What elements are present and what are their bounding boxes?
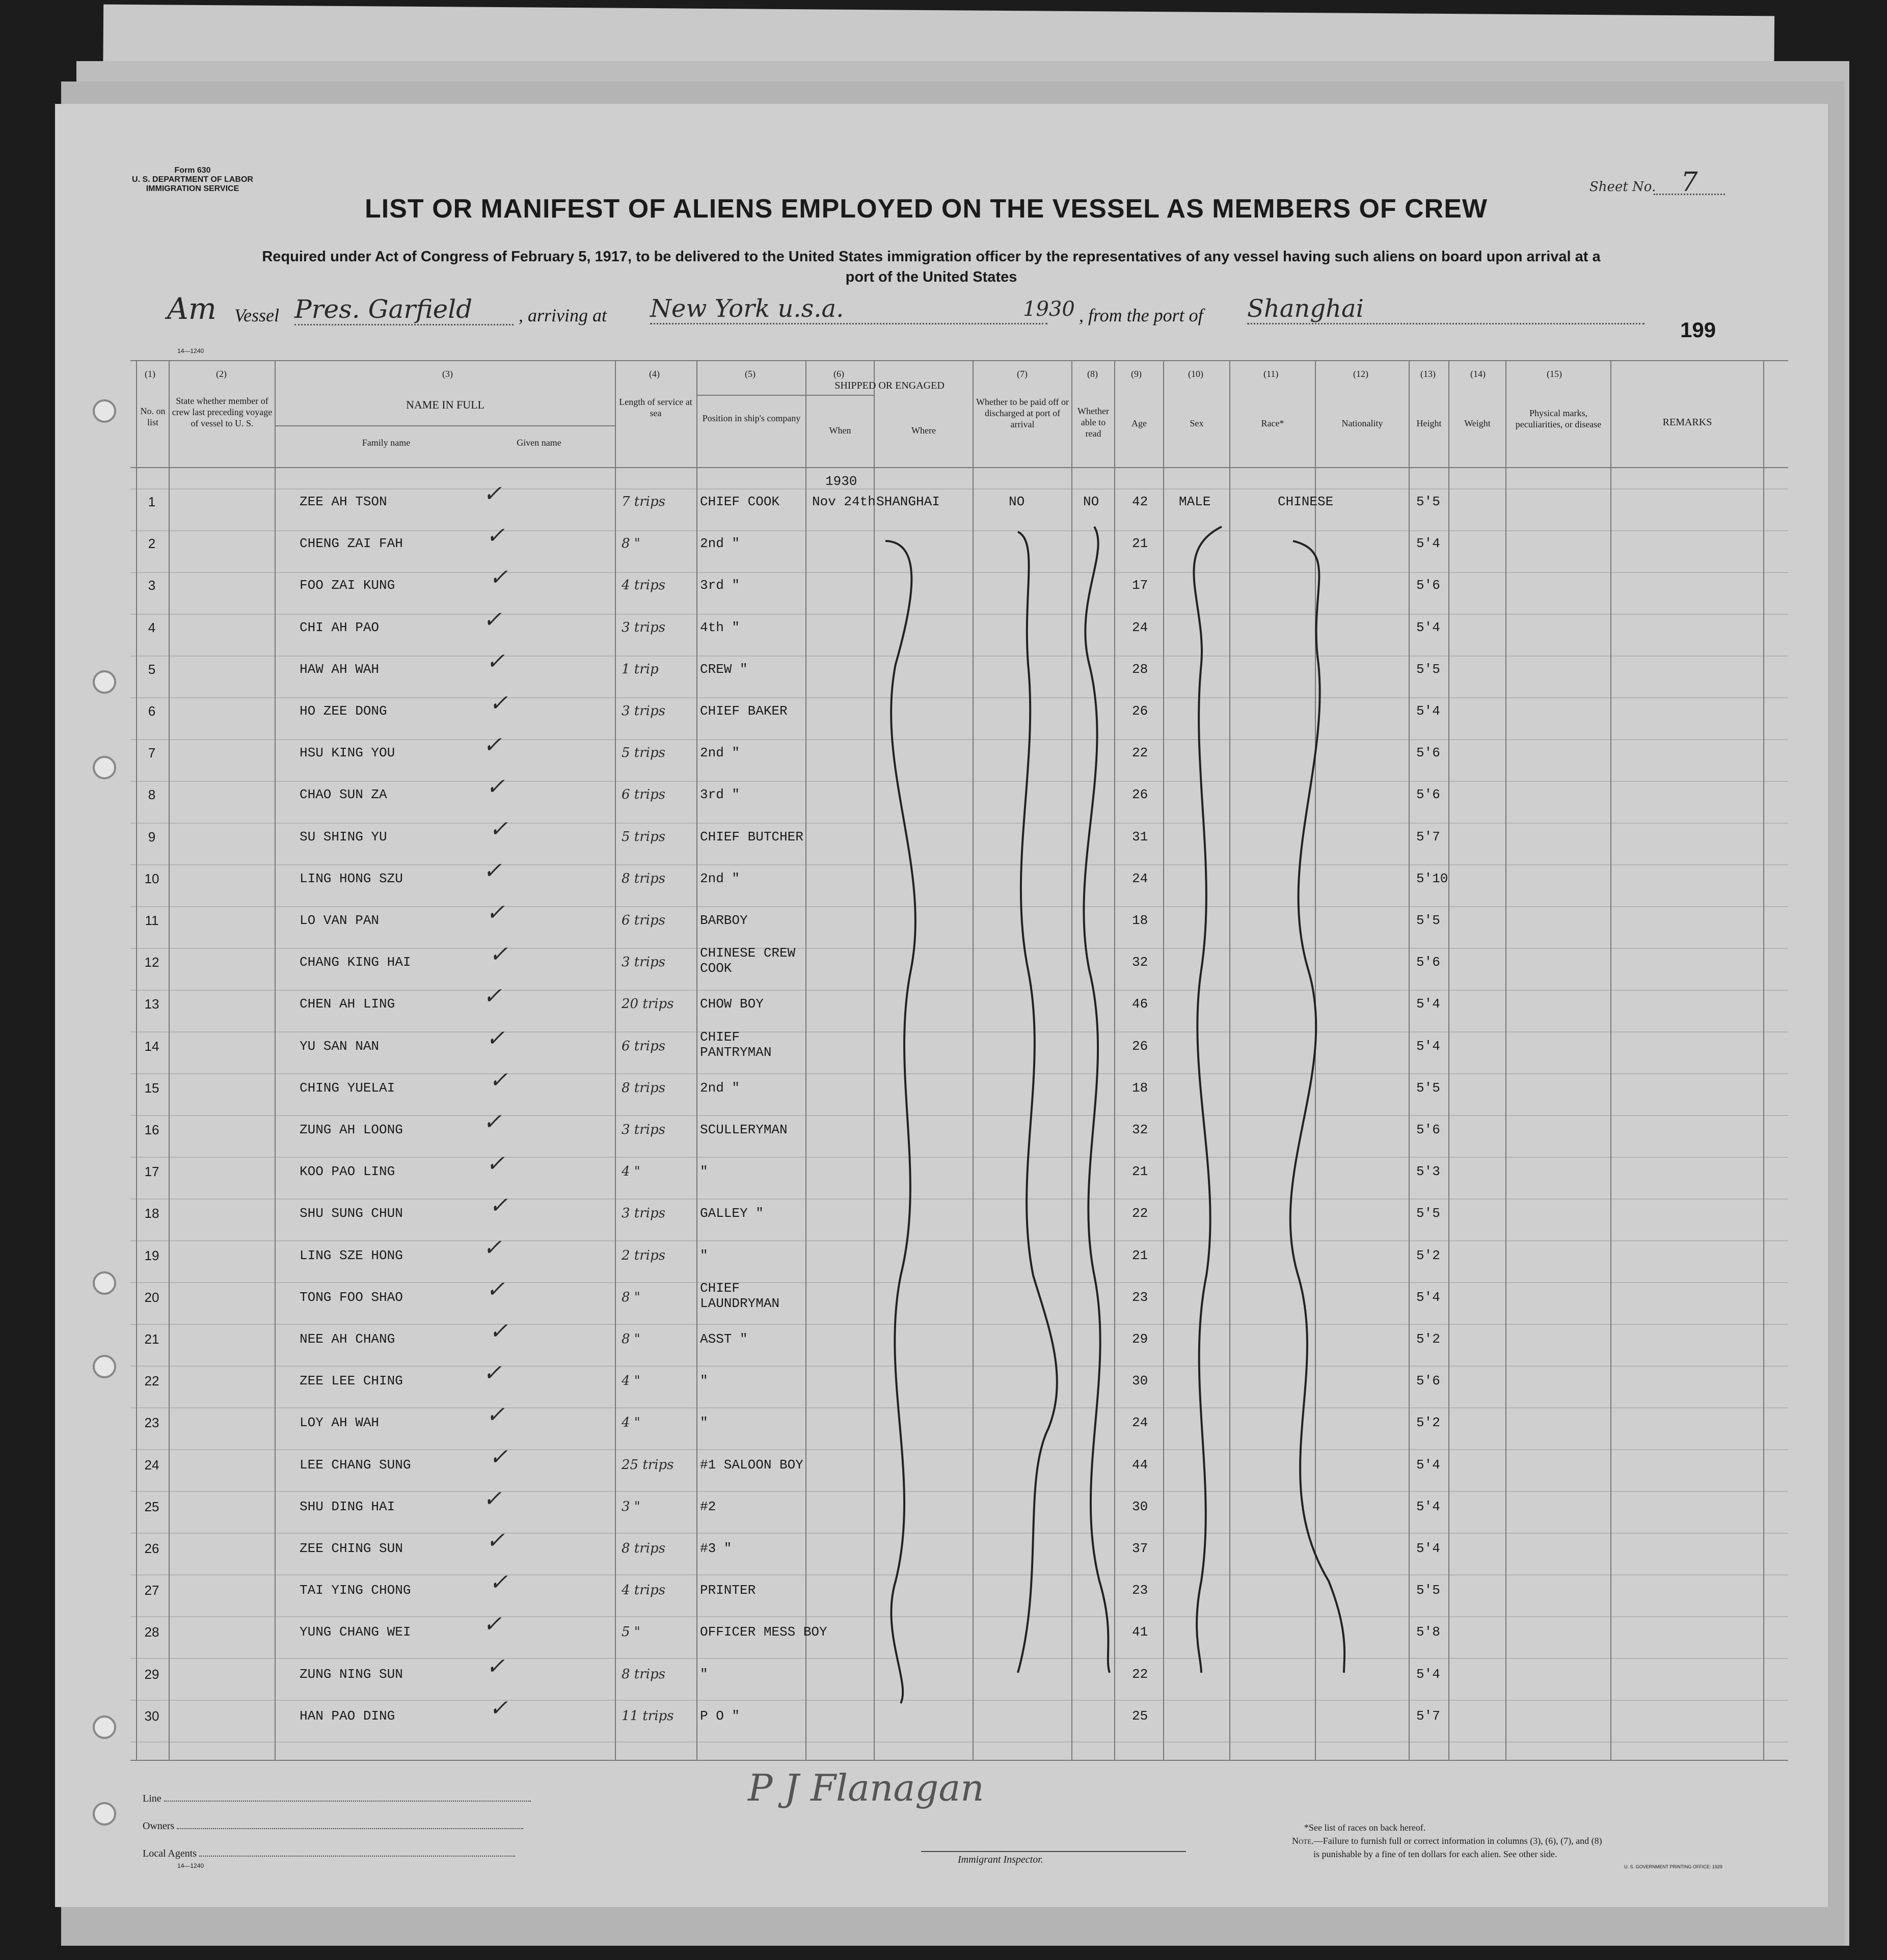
age-cell: 23 (1132, 1290, 1148, 1305)
service-length-cell: 8 trips (622, 1541, 665, 1556)
year: 1930 (1023, 297, 1075, 321)
column-number: (2) (216, 369, 227, 379)
position-cell: SCULLERYMAN (700, 1122, 788, 1137)
service-length-cell: 8 trips (622, 1667, 665, 1682)
position-cell: " (700, 1164, 708, 1179)
service-length-cell: 3 " (622, 1499, 640, 1514)
height-cell: 5'4 (1416, 1499, 1440, 1514)
family-name-cell: ZEE LEE CHING (300, 1373, 403, 1389)
footer-owners-field (143, 1820, 601, 1832)
paid-off-value: NO (1009, 494, 1025, 509)
service-length-cell: 25 trips (622, 1457, 674, 1473)
column-number: (4) (649, 369, 660, 379)
check-mark-icon: ✓ (489, 1444, 508, 1470)
age-cell: 21 (1132, 1164, 1148, 1179)
family-name-cell: HAW AH WAH (300, 662, 380, 677)
age-cell: 22 (1132, 745, 1148, 760)
column-number: (13) (1420, 369, 1436, 379)
page-number: 199 (1680, 318, 1716, 342)
column-number: (5) (745, 369, 756, 379)
family-name-cell: ZEE AH TSON (300, 494, 387, 509)
service-length-cell: 3 trips (622, 955, 665, 970)
position-cell: CHIEF LAUNDRYMAN (700, 1281, 780, 1311)
position-cell: CHIEF COOK (700, 494, 780, 509)
family-name-cell: LOY AH WAH (300, 1415, 380, 1430)
check-mark-icon: ✓ (486, 1276, 505, 1302)
service-length-cell: 6 trips (622, 913, 665, 928)
row-number: 23 (144, 1415, 159, 1430)
family-name-cell: HAN PAO DING (300, 1708, 395, 1724)
manifest-sheet (55, 104, 1828, 1907)
header-name-in-full: NAME IN FULL (406, 398, 484, 411)
row-number: 9 (148, 829, 156, 845)
height-cell: 5'6 (1416, 955, 1440, 970)
vessel-prefix: Am (167, 291, 217, 326)
row-number: 11 (145, 913, 159, 928)
service-length-cell: 11 trips (622, 1708, 674, 1724)
service-length-cell: 1 trip (622, 662, 659, 677)
row-number: 7 (148, 745, 156, 760)
row-number: 20 (144, 1290, 159, 1305)
check-mark-icon: ✓ (483, 1109, 502, 1135)
service-length-cell: 8 trips (622, 871, 665, 886)
check-mark-icon: ✓ (486, 648, 505, 674)
check-mark-icon: ✓ (483, 858, 502, 884)
column-number: (10) (1188, 369, 1203, 379)
age-cell: 25 (1132, 1708, 1148, 1724)
row-number: 13 (144, 996, 159, 1012)
height-cell: 5'4 (1416, 536, 1440, 551)
position-cell: ASST " (700, 1331, 748, 1347)
height-cell: 5'6 (1416, 1373, 1440, 1389)
height-cell: 5'2 (1416, 1248, 1440, 1263)
header-given-name: Given name (517, 438, 561, 448)
printing-office: U. S. GOVERNMENT PRINTING OFFICE: 1929 (1624, 1864, 1722, 1869)
row-number: 14 (144, 1039, 159, 1054)
position-cell: 3rd " (700, 787, 740, 802)
service-length-cell: 3 trips (622, 703, 665, 719)
column-number: (12) (1353, 369, 1368, 379)
check-mark-icon: ✓ (486, 1151, 505, 1177)
age-cell: 32 (1132, 955, 1148, 970)
position-cell: GALLEY " (700, 1206, 764, 1221)
position-cell: " (700, 1415, 708, 1430)
arriving-at: New York u.s.a. (650, 294, 1047, 324)
row-number: 8 (148, 787, 156, 802)
shipped-year: 1930 (825, 474, 857, 489)
height-cell: 5'10 (1416, 871, 1448, 886)
row-number: 17 (144, 1164, 159, 1179)
header-where: Where (911, 425, 936, 435)
age-cell: 30 (1132, 1499, 1148, 1514)
family-name-cell: YUNG CHANG WEI (300, 1624, 411, 1640)
check-mark-icon: ✓ (486, 1653, 505, 1679)
height-cell: 5'4 (1416, 996, 1440, 1012)
row-number: 27 (144, 1583, 159, 1598)
form-code-top: 14—1240 (177, 347, 204, 355)
races-note: *See list of races on back hereof. (1304, 1822, 1426, 1833)
column-number: (9) (1131, 369, 1142, 379)
height-cell: 5'4 (1416, 1457, 1440, 1473)
service-length-cell: 3 trips (622, 1206, 665, 1221)
service-length-cell: 3 trips (622, 1122, 665, 1137)
height-cell: 5'6 (1416, 578, 1440, 593)
age-cell: 23 (1132, 1583, 1148, 1598)
family-name-cell: FOO ZAI KUNG (300, 578, 395, 593)
height-cell: 5'4 (1416, 1667, 1440, 1682)
age-cell: 31 (1132, 829, 1148, 845)
row-number: 28 (144, 1624, 159, 1640)
column-number: (11) (1263, 369, 1279, 379)
position-cell: " (700, 1373, 708, 1389)
row-number: 19 (144, 1248, 159, 1263)
footer-agents-label: Local Agents (143, 1848, 197, 1859)
check-mark-icon: ✓ (483, 983, 502, 1009)
height-cell: 5'5 (1416, 1206, 1440, 1221)
family-name-cell: LO VAN PAN (300, 913, 380, 928)
header-paid-off: Whether to be paid off or discharged at port of arrival (976, 397, 1069, 429)
service-length-cell: 6 trips (622, 1039, 665, 1054)
row-number: 25 (144, 1499, 159, 1514)
note-label: Note. (1292, 1836, 1314, 1846)
family-name-cell: HO ZEE DONG (300, 703, 387, 719)
position-cell: #2 (700, 1499, 716, 1514)
row-number: 10 (144, 871, 159, 886)
row-number: 26 (144, 1541, 159, 1556)
position-cell: OFFICER MESS BOY (700, 1624, 827, 1640)
subtitle-line-1: Required under Act of Congress of February 5, 1917, to be delivered to the United States immigration officer by the representatives of any vessel having such aliens on board upon arrival at a (262, 249, 1601, 265)
check-mark-icon: ✓ (489, 690, 508, 716)
header-race: Race* (1261, 418, 1284, 428)
position-cell: CHOW BOY (700, 996, 764, 1012)
family-name-cell: HSU KING YOU (300, 745, 395, 760)
check-mark-icon: ✓ (489, 1192, 508, 1218)
header-weight: Weight (1464, 418, 1491, 428)
height-cell: 5'2 (1416, 1415, 1440, 1430)
shipped-when: Nov 24th (812, 494, 876, 509)
position-cell: BARBOY (700, 913, 748, 928)
row-number: 24 (144, 1457, 159, 1473)
position-cell: 3rd " (700, 578, 740, 593)
family-name-cell: CHAO SUN ZA (300, 787, 387, 802)
height-cell: 5'8 (1416, 1624, 1440, 1640)
header-remarks: REMARKS (1662, 417, 1712, 428)
family-name-cell: SU SHING YU (300, 829, 387, 845)
check-mark-icon: ✓ (483, 481, 502, 507)
check-mark-icon: ✓ (483, 607, 502, 633)
check-mark-icon: ✓ (486, 900, 505, 925)
family-name-cell: ZEE CHING SUN (300, 1541, 403, 1556)
check-mark-icon: ✓ (483, 1235, 502, 1261)
column-number: (1) (145, 369, 155, 379)
service-length-cell: 2 trips (622, 1248, 665, 1263)
age-cell: 24 (1132, 871, 1148, 886)
age-cell: 18 (1132, 913, 1148, 928)
check-mark-icon: ✓ (486, 1402, 505, 1428)
column-number: (8) (1087, 369, 1098, 379)
position-cell: 2nd " (700, 1080, 740, 1096)
row-number: 5 (148, 662, 156, 677)
header-sex: Sex (1190, 418, 1204, 428)
family-name-cell: TAI YING CHONG (300, 1583, 411, 1598)
check-mark-icon: ✓ (489, 564, 508, 590)
family-name-cell: ZUNG AH LOONG (300, 1122, 403, 1137)
family-name-cell: TONG FOO SHAO (300, 1290, 403, 1305)
position-cell: CHINESE CREW COOK (700, 945, 796, 976)
service-length-cell: 8 " (622, 1331, 640, 1347)
service-length-cell: 5 trips (622, 745, 665, 760)
service-length-cell: 8 " (622, 1290, 640, 1305)
race-value: CHINESE (1278, 494, 1334, 509)
position-cell: CHIEF BUTCHER (700, 829, 803, 845)
header-physical-marks: Physical marks, peculiarities, or disease (1515, 408, 1602, 429)
age-cell: 17 (1132, 578, 1148, 593)
family-name-cell: CHENG ZAI FAH (300, 536, 403, 551)
position-cell: #1 SALOON BOY (700, 1457, 803, 1473)
family-name-cell: YU SAN NAN (300, 1039, 380, 1054)
family-name-cell: CHING YUELAI (300, 1080, 395, 1096)
row-number: 22 (144, 1373, 159, 1389)
header-position: Position in ship's company (702, 413, 801, 423)
service-length-cell: 4 trips (622, 578, 665, 593)
header-nationality: Nationality (1341, 418, 1383, 428)
height-cell: 5'5 (1416, 662, 1440, 677)
family-name-cell: SHU SUNG CHUN (300, 1206, 403, 1221)
height-cell: 5'6 (1416, 787, 1440, 802)
age-cell: 22 (1132, 1206, 1148, 1221)
service-name: IMMIGRATION SERVICE (146, 184, 239, 193)
check-mark-icon: ✓ (483, 732, 502, 758)
row-number: 15 (144, 1080, 159, 1096)
row-number: 1 (148, 494, 156, 509)
service-length-cell: 5 trips (622, 829, 665, 845)
age-cell: 30 (1132, 1373, 1148, 1389)
position-cell: " (700, 1667, 708, 1682)
height-cell: 5'4 (1416, 620, 1440, 635)
age-cell: 26 (1132, 1039, 1148, 1054)
check-mark-icon: ✓ (483, 1611, 502, 1637)
family-name-cell: LING SZE HONG (300, 1248, 403, 1263)
row-number: 3 (148, 578, 156, 593)
subtitle-line-2: port of the United States (845, 269, 1017, 285)
check-mark-icon: ✓ (489, 1695, 508, 1721)
age-cell: 42 (1132, 494, 1148, 509)
vessel-label: Vessel (234, 305, 279, 325)
inspector-signature: P J Flanagan (748, 1766, 984, 1809)
check-mark-icon: ✓ (489, 1067, 508, 1093)
page-title: LIST OR MANIFEST OF ALIENS EMPLOYED ON THE VESSEL AS MEMBERS OF CREW (365, 194, 1488, 224)
position-cell: 2nd " (700, 745, 740, 760)
height-cell: 5'2 (1416, 1331, 1440, 1347)
inspector-label: Immigrant Inspector. (958, 1854, 1043, 1865)
service-length-cell: 8 trips (622, 1080, 665, 1096)
column-number: (7) (1017, 369, 1028, 379)
age-cell: 28 (1132, 662, 1148, 677)
service-length-cell: 8 " (622, 536, 640, 551)
form-number: Form 630 (174, 166, 211, 175)
height-cell: 5'7 (1416, 829, 1440, 845)
position-cell: CHIEF BAKER (700, 703, 788, 719)
height-cell: 5'5 (1416, 1080, 1440, 1096)
check-mark-icon: ✓ (489, 1569, 508, 1595)
family-name-cell: ZUNG NING SUN (300, 1667, 403, 1682)
column-number: (14) (1470, 369, 1486, 379)
age-cell: 32 (1132, 1122, 1148, 1137)
sheet-number-label: Sheet No. (1589, 179, 1656, 195)
family-name-cell: SHU DING HAI (300, 1499, 395, 1514)
family-name-cell: CHI AH PAO (300, 620, 380, 635)
family-name-cell: CHANG KING HAI (300, 955, 411, 970)
form-code-bottom: 14—1240 (177, 1862, 204, 1869)
family-name-cell: CHEN AH LING (300, 996, 395, 1012)
service-length-cell: 4 " (622, 1415, 640, 1430)
height-cell: 5'6 (1416, 1122, 1440, 1137)
header-family-name: Family name (362, 438, 411, 448)
check-mark-icon: ✓ (489, 1318, 508, 1344)
row-number: 12 (144, 955, 159, 970)
age-cell: 24 (1132, 1415, 1148, 1430)
header-age: Age (1131, 418, 1147, 428)
height-cell: 5'3 (1416, 1164, 1440, 1179)
service-length-cell: 4 " (622, 1373, 640, 1389)
family-name-cell: LEE CHANG SUNG (300, 1457, 411, 1473)
height-cell: 5'4 (1416, 1039, 1440, 1054)
service-length-cell: 3 trips (622, 620, 665, 635)
department-name: U. S. DEPARTMENT OF LABOR (132, 175, 253, 184)
column-number: (15) (1547, 369, 1562, 379)
column-number: (3) (442, 369, 453, 379)
row-number: 2 (148, 536, 156, 551)
height-cell: 5'6 (1416, 745, 1440, 760)
row-number: 6 (148, 703, 156, 719)
family-name-cell: LING HONG SZU (300, 871, 403, 886)
check-mark-icon: ✓ (486, 774, 505, 800)
footer-owners-label: Owners (143, 1820, 175, 1832)
row-number: 30 (144, 1708, 159, 1724)
header-when: When (829, 425, 851, 435)
height-cell: 5'5 (1416, 913, 1440, 928)
inspector-signature-line (921, 1851, 1186, 1852)
row-number: 18 (144, 1206, 159, 1221)
penalty-note (1292, 1836, 1602, 1846)
check-mark-icon: ✓ (489, 941, 508, 967)
age-cell: 46 (1132, 996, 1148, 1012)
note-text: —Failure to furnish full or correct information in columns (3), (6), (7), and (8) (1313, 1836, 1602, 1846)
check-mark-icon: ✓ (486, 1025, 505, 1051)
age-cell: 24 (1132, 620, 1148, 635)
position-cell: P O " (700, 1708, 740, 1724)
header-state-whether: State whether member of crew last preceding voyage of vessel to U. S. (172, 396, 273, 428)
age-cell: 44 (1132, 1457, 1148, 1473)
column-number: (6) (833, 369, 844, 379)
age-cell: 26 (1132, 787, 1148, 802)
arriving-label: , arriving at (519, 305, 607, 325)
service-length-cell: 5 " (622, 1624, 640, 1640)
height-cell: 5'5 (1416, 1583, 1440, 1598)
age-cell: 26 (1132, 703, 1148, 719)
header-able-to-read: Whether able to read (1077, 406, 1109, 439)
service-length-cell: 6 trips (622, 787, 665, 802)
age-cell: 21 (1132, 536, 1148, 551)
vessel-name: Pres. Garfield (294, 294, 514, 325)
footer-agents-field (143, 1848, 601, 1860)
age-cell: 18 (1132, 1080, 1148, 1096)
header-length-of-service: Length of service at sea (619, 397, 692, 418)
service-length-cell: 4 " (622, 1164, 640, 1179)
from-port: Shanghai (1247, 294, 1645, 324)
service-length-cell: 4 trips (622, 1583, 665, 1598)
age-cell: 29 (1132, 1331, 1148, 1347)
position-cell: " (700, 1248, 708, 1263)
family-name-cell: NEE AH CHANG (300, 1331, 395, 1347)
check-mark-icon: ✓ (483, 1486, 502, 1512)
header-no-on-list: No. on list (140, 406, 166, 427)
position-cell: 4th " (700, 620, 740, 635)
footer-line-field (143, 1793, 601, 1805)
age-cell: 37 (1132, 1541, 1148, 1556)
position-cell: #3 " (700, 1541, 732, 1556)
sex-value: MALE (1179, 494, 1211, 509)
check-mark-icon: ✓ (486, 1528, 505, 1554)
height-cell: 5'4 (1416, 1541, 1440, 1556)
header-height: Height (1416, 418, 1442, 428)
position-cell: 2nd " (700, 536, 740, 551)
age-cell: 22 (1132, 1667, 1148, 1682)
service-length-cell: 20 trips (622, 996, 674, 1012)
row-number: 21 (144, 1331, 159, 1347)
shipped-where: SHANGHAI (876, 494, 940, 509)
able-to-read-value: NO (1083, 494, 1099, 509)
age-cell: 21 (1132, 1248, 1148, 1263)
height-cell: 5'5 (1416, 494, 1440, 509)
position-cell: CHIEF PANTRYMAN (700, 1029, 772, 1060)
family-name-cell: KOO PAO LING (300, 1164, 395, 1179)
row-number: 16 (144, 1122, 159, 1137)
penalty-note-2: is punishable by a fine of ten dollars for each alien. See other side. (1313, 1849, 1557, 1859)
check-mark-icon: ✓ (486, 523, 505, 549)
check-mark-icon: ✓ (489, 816, 508, 842)
row-number: 4 (148, 620, 156, 635)
footer-line-label: Line (143, 1793, 161, 1804)
sheet-number: 7 (1654, 171, 1725, 195)
from-port-label: , from the port of (1079, 305, 1203, 325)
height-cell: 5'4 (1416, 1290, 1440, 1305)
header-shipped-or-engaged: SHIPPED OR ENGAGED (834, 380, 945, 391)
service-length-cell: 7 trips (622, 494, 665, 509)
row-number: 29 (144, 1667, 159, 1682)
position-cell: CREW " (700, 662, 748, 677)
height-cell: 5'4 (1416, 703, 1440, 719)
position-cell: PRINTER (700, 1583, 756, 1598)
age-cell: 41 (1132, 1624, 1148, 1640)
position-cell: 2nd " (700, 871, 740, 886)
height-cell: 5'7 (1416, 1708, 1440, 1724)
check-mark-icon: ✓ (483, 1360, 502, 1386)
